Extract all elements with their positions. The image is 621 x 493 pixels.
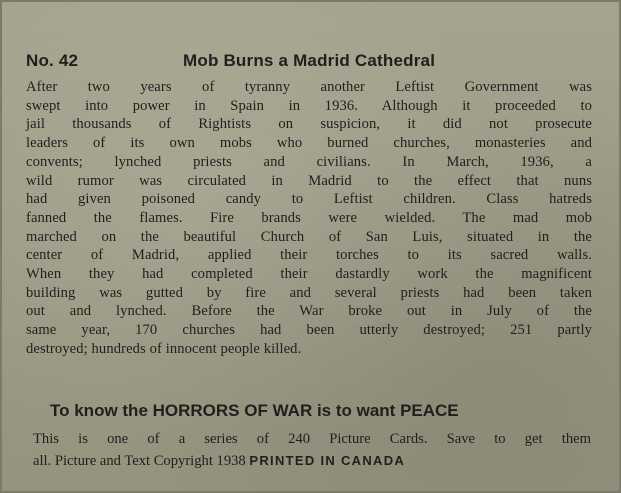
series-note [33, 428, 591, 472]
peace-slogan: To know the HORRORS OF WAR is to want PEACE [50, 401, 459, 420]
body-line: center of Madrid, applied their torches to its sacred walls. [26, 247, 592, 264]
card-header [26, 51, 595, 77]
body-line: destroyed; hundreds of innocent people killed. [26, 340, 302, 357]
body-line: swept into power in Spain in 1936. Although it proceeded to [26, 97, 592, 114]
body-line: marched on the beautiful Church of San Luis, situated in the [26, 228, 592, 245]
body-line: had given poisoned candy to Leftist children. Class hatreds [26, 191, 592, 208]
copyright-text: all. Picture and Text Copyright 1938 [33, 453, 246, 469]
body-line: leaders of its own mobs who burned churches, monasteries and [26, 135, 592, 152]
body-line: same year, 170 churches had been utterly destroyed; 251 partly [26, 322, 592, 339]
body-line: wild rumor was circulated in Madrid to the effect that nuns [26, 172, 592, 189]
body-line: After two years of tyranny another Leftist Government was [26, 79, 592, 95]
body-line: jail thousands of Rightists on suspicion, it did not prosecute [26, 116, 592, 133]
card-body-text [26, 78, 592, 359]
printed-in-label: PRINTED IN CANADA [249, 453, 406, 468]
card-number: No. 42 [26, 51, 79, 70]
copyright-line [33, 450, 591, 472]
body-line: convents; lynched priests and civilians. In March, 1936, a [26, 153, 592, 170]
body-line: When they had completed their dastardly work the magnificent [26, 266, 592, 283]
body-line: out and lynched. Before the War broke out in July of the [26, 303, 592, 320]
series-line: This is one of a series of 240 Picture Cards. Save to get them [33, 431, 591, 447]
card-title: Mob Burns a Madrid Cathedral [183, 51, 436, 70]
body-line: building was gutted by fire and several priests had been taken [26, 284, 592, 301]
body-line: fanned the flames. Fire brands were wielded. The mad mob [26, 209, 592, 226]
